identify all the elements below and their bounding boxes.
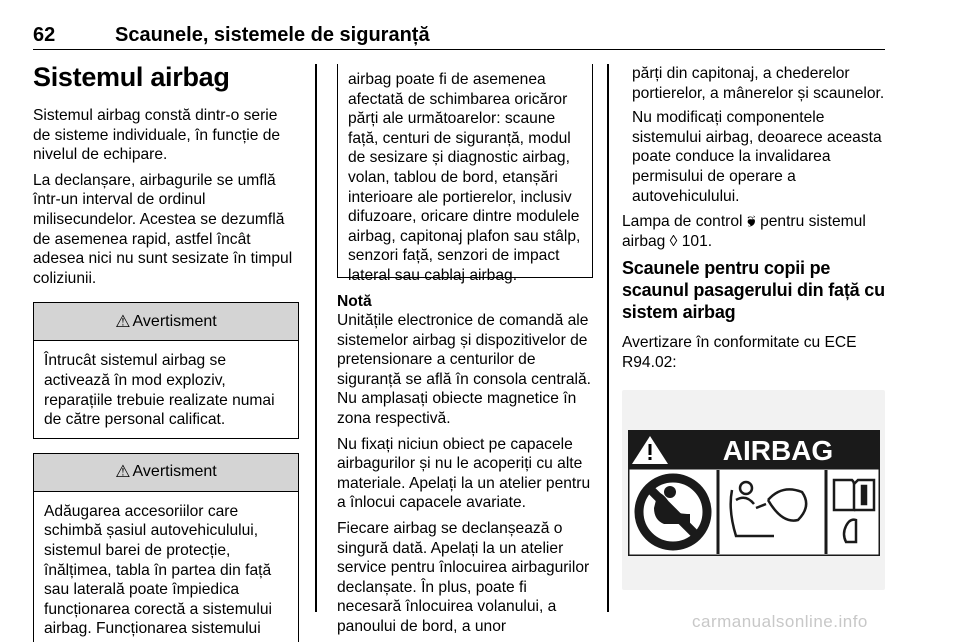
paragraph: Nu modificați componentele sistemului airbag, deoarece aceasta poate conduce la invalidarea permisului de operare a autovehiculului. [632,109,882,205]
warning-box [33,302,299,438]
page-header [33,22,885,50]
column-divider [315,64,317,612]
label-word: AIRBAG [722,435,834,466]
warning-header [34,303,298,341]
paragraph: părți din capitonaj, a chederelor portierelor, a mânerelor și scaunelor. [632,65,885,102]
section-title: Sistemul airbag [33,62,230,92]
lamp-reference: Lampa de control 🙘 pentru sistemul airbag ◊ 101. [622,213,866,250]
warning-triangle-icon: ⚠ [115,462,131,482]
column-1 [33,60,299,642]
paragraph: Fiecare airbag se declanșează o singură dată. Apelați la un atelier service pentru înlocuirea airbagurilor declanșate. În plus, poate fi necesară înlocuirea volanului, a panoului de bord, a unor [337,519,590,635]
warning-heading: Avertisment [132,463,217,481]
column-2 [337,64,593,642]
airbag-warning-label [628,430,880,556]
conformity-text: Avertizare în conformitate cu ECE R94.02: [622,334,857,371]
paragraph: Nu fixați niciun obiect pe capacele airbagurilor și nu le acoperiți cu alte materiale. Apelați la un atelier pentru a înlocui capacele avariate. [337,435,591,512]
warning-header [34,454,298,492]
warning-box [33,453,299,642]
warning-triangle-icon: ⚠ [115,311,131,331]
subheading: Scaunele pentru copii pe scaunul pasagerului din față cu sistem airbag [622,258,885,323]
note-text: Unitățile electronice de comandă ale sistemelor airbag și dispozitivelor de pretensionare a centurilor de siguranță se află în consola centrală. Nu amplasați obiecte magnetice în zona respectivă. [337,312,591,427]
watermark: carmanualsonline.info [692,612,868,631]
column-divider [607,64,609,612]
warning-continued: airbag poate fi de asemenea afectată de schimbarea oricăror părți ale următoarelor: scaune față, centuri de siguranță, modul de sesizare și diagnostic airbag, volan, tablou de bord, etanșări interioare ale portierelor, inclusiv difuzoare, oricare dintre modulele airbag, capitonaj plafon sau stâlp, senzori față, senzori de impact lateral sau cablaj airbag. [337,64,593,278]
page-number: 62 [33,24,56,46]
warning-heading: Avertisment [132,312,217,330]
paragraph: Sistemul airbag constă dintr-o serie de sisteme individuale, în funcție de nivelul de echipare. [33,107,281,164]
warning-text: Întrucât sistemul airbag se activează în mod exploziv, reparațiile trebuie realizate numai de către personal calificat. [44,352,275,429]
note-title: Notă [337,293,372,310]
warning-text: Adăugarea accesoriilor care schimbă șasiul autovehiculului, sistemul barei de protecție, înălțimea, tabla în partea din față sau laterală poate împiedica funcționarea corectă a sistemului airbag. Funcționarea sistemului [44,502,272,638]
paragraph: La declanșare, airbagurile se umflă într-un interval de ordinul milisecundelor. Acestea se dezumflă de asemenea rapid, astfel încât adesea nici nu sunt sesizate în timpul coliziunii. [33,171,293,287]
column-3 [622,64,885,379]
header-title: Scaunele, sistemele de siguranță [115,24,430,46]
